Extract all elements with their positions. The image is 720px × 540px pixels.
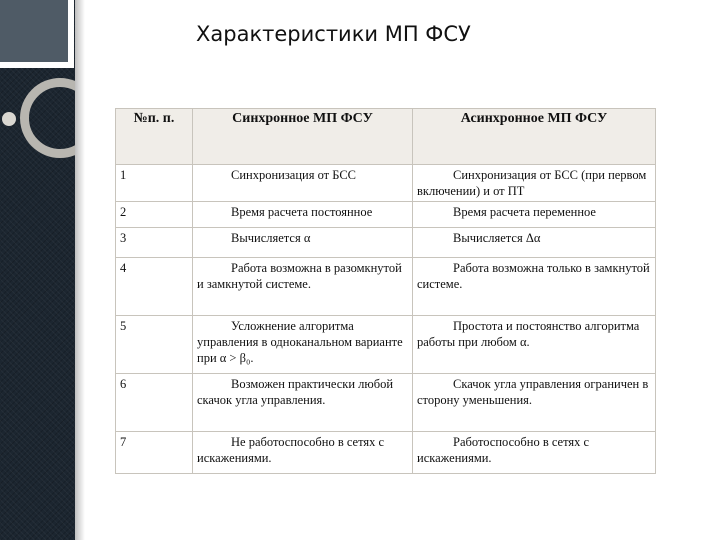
row-number: 5 (116, 316, 193, 374)
panel-shadow (75, 0, 85, 540)
table-row (116, 202, 656, 228)
table-row (116, 258, 656, 316)
header-sync: Синхронное МП ФСУ (193, 109, 413, 165)
decorative-side-panel (0, 0, 75, 540)
sync-cell: Вычисляется α (193, 228, 413, 258)
table-row (116, 316, 656, 374)
async-cell: Работа возможна только в замкнутой системе. (413, 258, 656, 316)
row-number: 3 (116, 228, 193, 258)
async-cell: Простота и постоянство алгоритма работы при любом α. (413, 316, 656, 374)
sync-cell: Работа возможна в разомкнутой и замкнутой системе. (193, 258, 413, 316)
async-cell: Синхронизация от БСС (при первом включении) и от ПТ (413, 165, 656, 202)
table-row (116, 432, 656, 474)
table-header-row (116, 109, 656, 165)
header-async: Асинхронное МП ФСУ (413, 109, 656, 165)
row-number: 7 (116, 432, 193, 474)
characteristics-table (115, 108, 656, 474)
async-cell: Вычисляется Δα (413, 228, 656, 258)
table-row (116, 228, 656, 258)
slide-title: Характеристики МП ФСУ (196, 22, 471, 46)
row-number: 2 (116, 202, 193, 228)
table-row (116, 374, 656, 432)
sync-cell: Синхронизация от БСС (193, 165, 413, 202)
decorative-ring (20, 78, 75, 158)
row-number: 6 (116, 374, 193, 432)
header-number: №п. п. (116, 109, 193, 165)
sync-cell: Не работоспособно в сетях с искажениями. (193, 432, 413, 474)
async-cell: Время расчета переменное (413, 202, 656, 228)
table-row (116, 165, 656, 202)
decorative-dot (2, 112, 16, 126)
async-cell: Скачок угла управления ограничен в сторону уменьшения. (413, 374, 656, 432)
sync-cell: Время расчета постоянное (193, 202, 413, 228)
async-cell: Работоспособно в сетях с искажениями. (413, 432, 656, 474)
row-number: 1 (116, 165, 193, 202)
row-number: 4 (116, 258, 193, 316)
sync-cell: Возможен практически любой скачок угла управления. (193, 374, 413, 432)
sync-cell: Усложнение алгоритма управления в одноканальном варианте при α > β₀. (193, 316, 413, 374)
decorative-square (0, 0, 74, 68)
